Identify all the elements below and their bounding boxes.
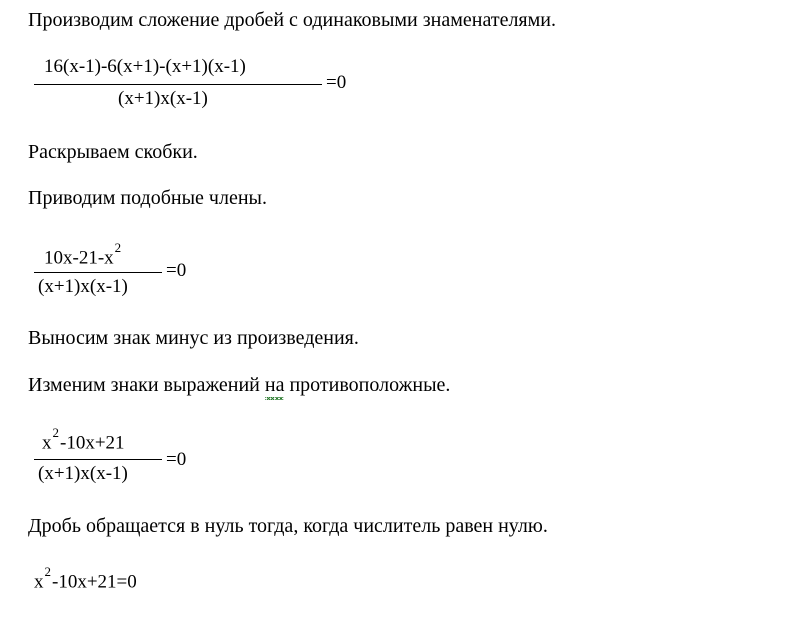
- eq2-denominator: (x+1)x(x-1): [38, 276, 128, 297]
- eq3-denominator: (x+1)x(x-1): [38, 463, 128, 484]
- eq2-numerator: [44, 240, 122, 269]
- step-text-expand-brackets: Раскрываем скобки.: [28, 141, 198, 163]
- eq2-rhs: =0: [166, 260, 187, 281]
- eq3-numerator-power: 2: [52, 425, 59, 440]
- eq4-power: 2: [44, 564, 51, 579]
- eq3-numerator-pre: x: [42, 432, 52, 454]
- step-text-numerator-zero: Дробь обращается в нуль тогда, когда числитель равен нулю.: [28, 515, 548, 537]
- spellcheck-underlined-word: на: [264, 374, 285, 396]
- equation-2: [34, 240, 234, 302]
- eq3-fraction-bar: [34, 459, 162, 460]
- eq4-post: -10x+21=0: [52, 571, 137, 593]
- step-text-collect-terms: Приводим подобные члены.: [28, 187, 267, 209]
- eq3-numerator: [42, 425, 125, 454]
- equation-3: [34, 425, 234, 489]
- eq1-fraction-bar: [34, 84, 322, 85]
- equation-4: [34, 564, 137, 593]
- step5-text-pre: Изменим знаки выражений: [28, 374, 265, 396]
- eq2-numerator-power: 2: [114, 240, 122, 255]
- eq2-fraction-bar: [34, 272, 162, 273]
- eq1-rhs: =0: [326, 72, 347, 93]
- eq1-numerator: 16(x-1)-6(x+1)-(x+1)(x-1): [44, 56, 246, 77]
- step5-text-post: противоположные.: [284, 374, 451, 396]
- eq2-numerator-pre: 10x-21-x: [44, 247, 114, 269]
- eq4-pre: x: [34, 571, 44, 593]
- eq3-numerator-post: -10x+21: [60, 432, 125, 454]
- step-text-change-signs: [28, 373, 450, 397]
- eq1-denominator: (x+1)x(x-1): [118, 88, 208, 109]
- equation-1: [34, 56, 374, 116]
- step-text-add-fractions: Производим сложение дробей с одинаковыми знаменателями.: [28, 9, 556, 31]
- step-text-factor-minus: Выносим знак минус из произведения.: [28, 327, 359, 349]
- eq3-rhs: =0: [166, 449, 187, 470]
